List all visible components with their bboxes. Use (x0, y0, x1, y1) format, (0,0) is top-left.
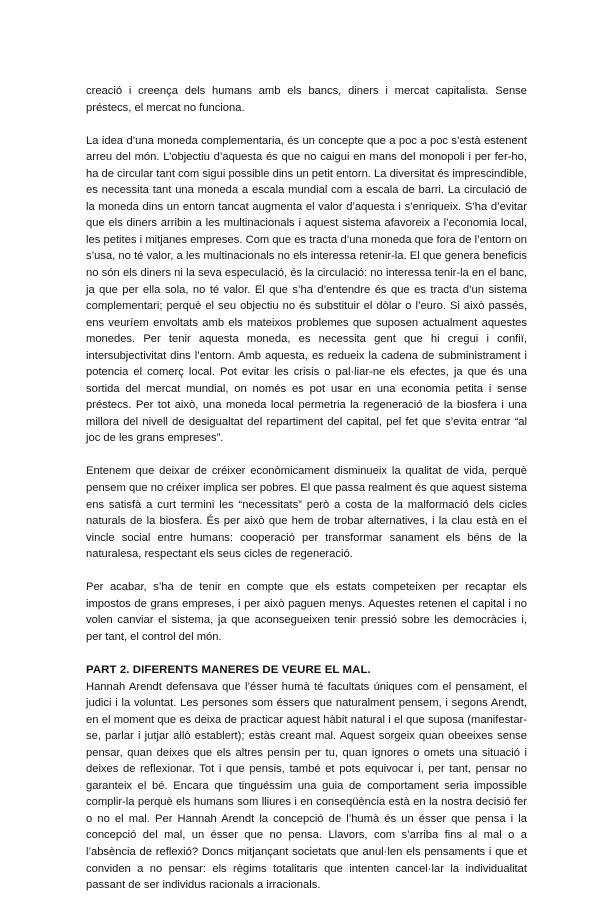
paragraph-complementary-currency: La idea d’una moneda complementaria, és un concepte que a poc a poc s’està estenent arreu del món. L’objectiu d’aquesta és que no caigui en mans del monopoli i per fer-ho, ha de circular tant com sigui possible dins un petit entorn. La diversitat és imprescindible, es necessita tant una moneda a escala mundial com a escala de barri. La circulació de la moneda dins un entorn tancat augmenta el valor d’aquesta i s’enriqueix. S’ha d’evitar que els diners arribin a les multinacionals i aquest sistema afavoreix a l’economia local, les petites i mitjanes empreses. Com que es tracta d’una moneda que fora de l’entorn on s’usa, no té valor, a les multinacionals no els interessa retenir-la. El que genera beneficis no són els diners ni la seva especulació, és la circulació: no interessa tenir-la en el banc, ja que per ella sola, no té valor. El que s’ha d’entendre és que es tracta d’un sistema complementari; perquè el seu objectiu no és substituir el dòlar o l’euro. Si això passés, ens veuríem envoltats amb els mateixos problemes que suposen actualment aquestes monedes. Per tenir aquesta moneda, es necessita gent que hi cregui i confiï, intersubjectivitat dins l’entorn. Amb aquesta, es redueix la cadena de subministrament i potencia el comerç local. Pot evitar les crisis o pal·liar-ne els efectes, ja que és una sortida del mercat mundial, on només es pot usar en una economia petita i sense préstecs. Per tot això, una moneda local permetria la regeneració de la biosfera i una millora del nivell de desigualtat del repartiment del capital, pel fet que s’evita entrar “al joc de les grans empreses”. (86, 134, 527, 445)
document-body (86, 83, 527, 910)
paragraph-hannah-arendt: Hannah Arendt defensava que l’ésser humà té facultats úniques com el pensament, el judici i la voluntat. Les persones som éssers que naturalment pensem, i segons Arendt, en el moment que es deixa de practicar aquest hàbit natural i el que suposa (manifestar-se, parlar i jutjar allò establert); estàs creant mal. Aquest sorgeix quan obeeixes sense pensar, quan deixes que els altres pensin per tu, quan ignores o omets una situació i deixes de reflexionar. Tot i que pensis, també et pots equivocar i, per tant, pensar no garanteix el bé. Encara que tinguéssim una guia de comportament seria impossible complir-la perquè els humans som lliures i en conseqüència està en la nostra decisió fer o no el mal. Per Hannah Arendt la concepció de l’humà és un ésser que pensa i la concepció del mal, un ésser que no pensa. Llavors, com s’arriba fins al mal o a l’absència de reflexió? Doncs mitjançant societats que anul·len els pensaments i que et conviden a no pensar: els règims totalitaris que intenten cancel·lar la individualitat passant de ser individus racionals a irracionals. (86, 680, 527, 892)
paragraph-states-taxes: Per acabar, s’ha de tenir en compte que els estats competeixen per recaptar els impostos de grans empreses, i per això paguen menys. Aquestes retenen el capital i no volen canviar el sistema, ja que aconsegueixen tenir pressió sobre les democràcies i, per tant, el control del món. (86, 581, 527, 643)
paragraph-economic-growth: Entenem que deixar de créixer econòmicament disminueix la qualitat de vida, perquè pensem que no créixer implica ser pobres. El que passa realment és que aquest sistema ens satisfà a curt termini les “necessitats” però a costa de la malformació dels cicles naturals de la biosfera. És per això que hem de trobar alternatives, i la clau està en el vincle social entre humans: cooperació per transformar sanament els béns de la naturalesa, respectant els seus cicles de regeneració. (86, 465, 527, 561)
paragraph-capitalism-credit: creació i creença dels humans amb els bancs, diners i mercat capitalista. Sense préstecs, el mercat no funciona. (86, 85, 527, 114)
section-heading-part-2: PART 2. DIFERENTS MANERES DE VEURE EL MAL. (86, 663, 371, 676)
